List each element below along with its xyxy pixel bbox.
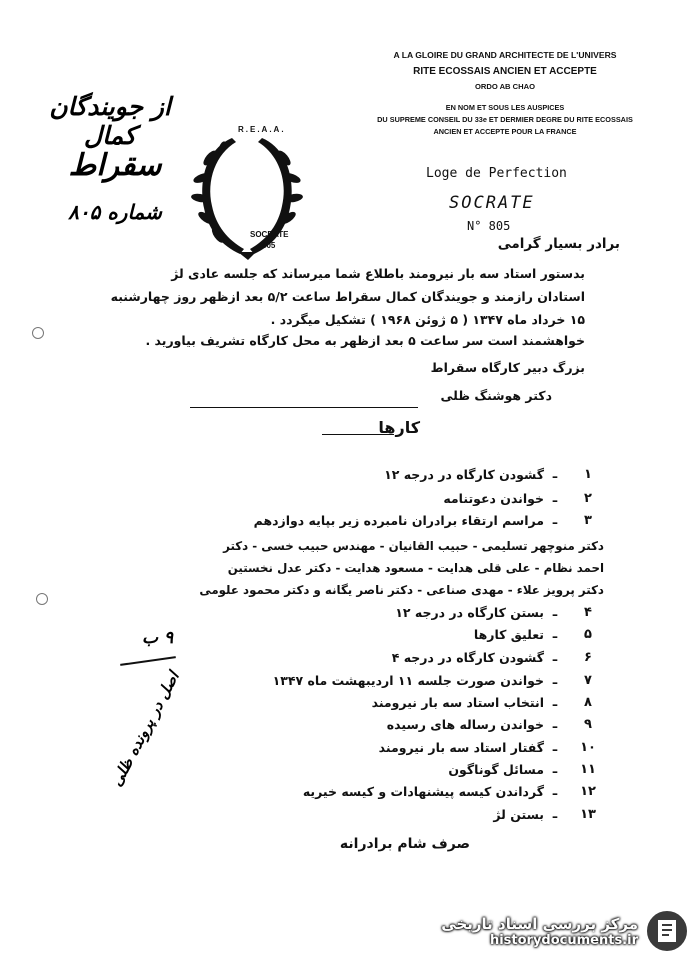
body-line-1: بدستور استاد سه بار نیرومند باطلاع شما میرساند که جلسه عادی لژ	[171, 266, 585, 281]
agenda-item: ۶ ـ گشودن کارگاه در درجه ۴	[391, 649, 592, 665]
candidate-names-line-2: احمد نظام - علی قلی هدایت - مسعود هدایت - دکتر عدل نخستین	[227, 561, 604, 575]
agenda-title-underline	[322, 434, 394, 435]
punch-hole-mark	[36, 593, 48, 605]
lodge-seal	[188, 118, 306, 268]
seal-name: SOCRATE	[250, 230, 289, 239]
header-motto: ORDO AB CHAO	[474, 82, 536, 91]
lodge-type: Loge de Perfection	[426, 166, 567, 181]
agenda-item: ۱۰ ـ گفتار استاد سه بار نیرومند	[378, 739, 596, 755]
agenda-item: ۱ ـ گشودن کارگاه در درجه ۱۲	[384, 466, 592, 482]
body-line-3: ۱۵ خرداد ماه ۱۳۴۷ ( ۵ ژوئن ۱۹۶۸ ) تشکیل میگردد .	[270, 312, 585, 327]
agenda-item: ۷ ـ خواندن صورت جلسه ۱۱ اردیبهشت ماه ۱۳۴۷	[272, 672, 592, 688]
handwritten-number: شماره ۸۰۵	[68, 200, 162, 224]
agenda-title: کارها	[378, 418, 420, 437]
closing-dinner: صرف شام برادرانه	[339, 836, 470, 852]
header-dedication: A LA GLOIRE DU GRAND ARCHITECTE DE L'UNIVERS	[393, 50, 617, 60]
agenda-item: ۱۲ ـ گرداندن کیسه پیشنهادات و کیسه خیریه	[302, 783, 596, 799]
agenda-item: ۸ ـ انتخاب استاد سه بار نیرومند	[371, 694, 592, 710]
watermark-fa: مرکز بررسی اسناد تاریخی	[441, 914, 638, 933]
seal-number: 805	[262, 241, 276, 250]
body-line-2: استادان رازمند و جویندگان کمال سقراط ساعت ۵/۲ بعد ازظهر روز چهارشنبه	[110, 289, 585, 304]
agenda-item: ۴ ـ بستن کارگاه در درجه ۱۲	[395, 604, 592, 620]
agenda-item: ۵ ـ تعلیق کارها	[473, 626, 592, 642]
watermark-url: historydocuments.ir	[489, 932, 638, 948]
salutation: برادر بسیار گرامی	[497, 236, 620, 252]
header-auspices: EN NOM ET SOUS LES AUSPICES DU SUPREME CONSEIL DU 33e ET DERMIER DEGRE DU RITE ECOSSAIS ANCIEN ET ACCEPTE POUR LA FRANCE	[377, 103, 633, 136]
signature-underline	[190, 407, 418, 408]
lodge-number: N° 805	[467, 219, 511, 233]
margin-note-number: ۹ ب	[142, 628, 174, 648]
archive-logo-icon	[644, 908, 690, 954]
candidate-names-line-3: دکتر پرویز علاء - مهدی صناعی - دکتر ناصر یگانه و دکتر محمود علومی	[199, 583, 604, 597]
lodge-name: SOCRATE	[449, 193, 535, 213]
secretary-name: دکتر هوشنگ ظلی	[440, 388, 552, 403]
agenda-item: ۲ ـ خواندن دعوتنامه	[443, 490, 592, 506]
margin-note-file: اصل در پرونده ظلی	[107, 668, 183, 790]
laurel-wreath-icon	[188, 118, 306, 268]
candidate-names-line-1: دکتر منوچهر تسلیمی - حبیب القانیان - مهندس حبیب خسی - دکتر	[223, 539, 604, 553]
handwritten-title: از جویندگان کمال	[49, 92, 171, 150]
agenda-item: ۱۳ ـ بستن لژ	[493, 806, 596, 822]
watermark	[441, 908, 690, 954]
punch-hole-mark	[32, 327, 44, 339]
agenda-item: ۹ ـ خواندن رساله های رسیده	[386, 716, 592, 732]
body-line-4: خواهشمند است سر ساعت ۵ بعد ازظهر به محل کارگاه تشریف بیاورید .	[145, 333, 585, 348]
handwritten-lodge-name: سقراط	[68, 148, 162, 183]
seal-top-text: R.E.A.A.	[238, 125, 286, 134]
secretary-title: بزرگ دبیر کارگاه سقراط	[430, 360, 585, 375]
header-rite: RITE ECOSSAIS ANCIEN ET ACCEPTE	[413, 66, 597, 77]
agenda-item: ۱۱ ـ مسائل گوناگون	[448, 761, 596, 777]
agenda-item: ۳ ـ مراسم ارتقاء برادران نامبرده زیر بپایه دوازدهم	[253, 512, 592, 528]
